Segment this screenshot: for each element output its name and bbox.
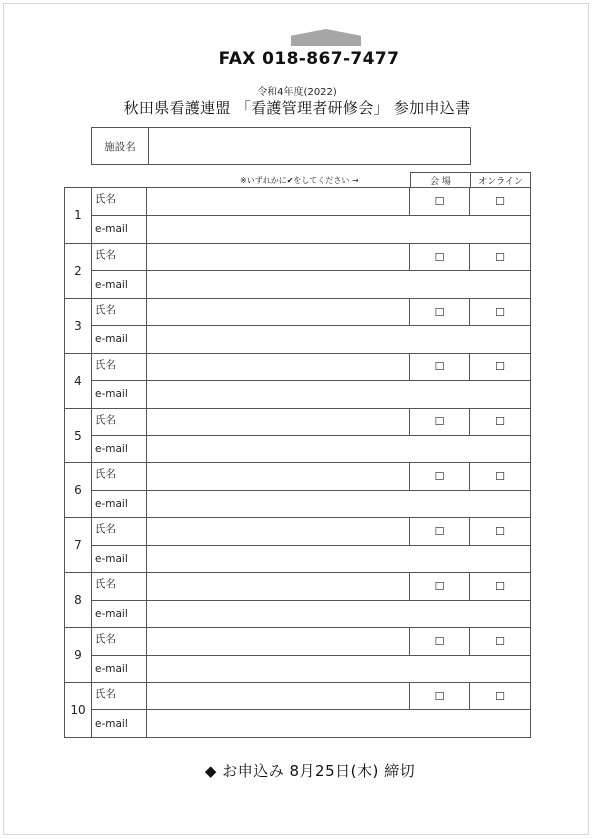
venue-checkbox[interactable]: ☐ xyxy=(410,628,470,654)
email-label: e-mail xyxy=(92,326,147,352)
email-label: e-mail xyxy=(92,710,147,736)
name-label: 氏名 xyxy=(92,518,147,544)
email-label: e-mail xyxy=(92,381,147,407)
entry-number: 1 xyxy=(65,188,92,243)
deadline: ◆ お申込み 8月25日(木) 締切 xyxy=(204,762,416,780)
email-label: e-mail xyxy=(92,546,147,572)
email-label: e-mail xyxy=(92,216,147,243)
email-input[interactable] xyxy=(147,216,530,243)
entry-rows xyxy=(92,188,530,243)
name-input[interactable] xyxy=(147,299,410,325)
name-label: 氏名 xyxy=(92,244,147,270)
name-row xyxy=(92,518,530,545)
name-input[interactable] xyxy=(147,573,410,599)
name-label: 氏名 xyxy=(92,188,147,215)
email-input[interactable] xyxy=(147,326,530,352)
online-checkbox[interactable]: ☐ xyxy=(495,634,505,648)
participant-entry xyxy=(65,572,530,627)
participant-entry xyxy=(65,627,530,682)
entry-rows xyxy=(92,299,530,353)
name-row xyxy=(92,683,530,710)
venue-checkbox[interactable]: ☐ xyxy=(410,299,470,325)
venue-checkbox[interactable]: ☐ xyxy=(410,354,470,380)
email-row xyxy=(92,216,530,243)
participant-entry xyxy=(65,353,530,408)
email-row xyxy=(92,381,530,407)
email-row xyxy=(92,436,530,462)
participant-table xyxy=(64,187,531,738)
venue-checkbox[interactable]: ☐ xyxy=(410,573,470,599)
entry-number: 7 xyxy=(65,518,92,572)
entry-number: 9 xyxy=(65,628,92,682)
email-row xyxy=(92,271,530,297)
entry-number: 2 xyxy=(65,244,92,298)
form-title: 秋田県看護連盟 「看護管理者研修会」 参加申込書 xyxy=(123,99,471,117)
participant-entry xyxy=(65,682,530,737)
entry-rows xyxy=(92,463,530,517)
name-label: 氏名 xyxy=(92,573,147,599)
facility-label: 施設名 xyxy=(92,128,149,164)
email-row xyxy=(92,326,530,352)
name-row xyxy=(92,354,530,381)
email-input[interactable] xyxy=(147,710,530,736)
name-input[interactable] xyxy=(147,188,410,215)
venue-checkbox[interactable]: ☐ xyxy=(410,409,470,435)
email-row xyxy=(92,546,530,572)
name-label: 氏名 xyxy=(92,683,147,709)
email-input[interactable] xyxy=(147,546,530,572)
entry-number: 3 xyxy=(65,299,92,353)
email-label: e-mail xyxy=(92,601,147,627)
name-input[interactable] xyxy=(147,463,410,489)
online-checkbox[interactable]: ☐ xyxy=(495,689,505,703)
email-input[interactable] xyxy=(147,491,530,517)
email-row xyxy=(92,656,530,682)
column-venue: 会 場 xyxy=(410,172,471,187)
participant-entry xyxy=(65,188,530,243)
online-checkbox[interactable]: ☐ xyxy=(495,415,505,429)
entry-number: 6 xyxy=(65,463,92,517)
email-label: e-mail xyxy=(92,436,147,462)
name-input[interactable] xyxy=(147,628,410,654)
column-online: オンライン xyxy=(470,172,531,187)
email-label: e-mail xyxy=(92,271,147,297)
name-row xyxy=(92,188,530,216)
entry-rows xyxy=(92,573,530,627)
entry-number: 4 xyxy=(65,354,92,408)
name-input[interactable] xyxy=(147,409,410,435)
venue-checkbox[interactable]: ☐ xyxy=(410,518,470,544)
online-checkbox[interactable]: ☐ xyxy=(495,360,505,374)
name-label: 氏名 xyxy=(92,409,147,435)
fiscal-year: 令和4年度(2022) xyxy=(257,87,337,98)
entry-number: 5 xyxy=(65,409,92,463)
participant-entry xyxy=(65,243,530,298)
venue-checkbox[interactable]: ☐ xyxy=(410,683,470,709)
name-row xyxy=(92,299,530,326)
name-row xyxy=(92,628,530,655)
email-row xyxy=(92,601,530,627)
participant-entry xyxy=(65,408,530,463)
entry-rows xyxy=(92,518,530,572)
email-input[interactable] xyxy=(147,436,530,462)
email-label: e-mail xyxy=(92,491,147,517)
name-row xyxy=(92,463,530,490)
online-checkbox[interactable]: ☐ xyxy=(495,250,505,264)
participant-entry xyxy=(65,298,530,353)
facility-box xyxy=(91,127,471,165)
name-row xyxy=(92,409,530,436)
name-label: 氏名 xyxy=(92,299,147,325)
participant-entry xyxy=(65,517,530,572)
name-row xyxy=(92,244,530,271)
online-checkbox[interactable]: ☐ xyxy=(495,470,505,484)
name-label: 氏名 xyxy=(92,628,147,654)
email-input[interactable] xyxy=(147,656,530,682)
name-input[interactable] xyxy=(147,518,410,544)
entry-rows xyxy=(92,628,530,682)
venue-checkbox[interactable]: ☐ xyxy=(410,244,470,270)
email-input[interactable] xyxy=(147,601,530,627)
participant-entry xyxy=(65,462,530,517)
name-row xyxy=(92,573,530,600)
entry-rows xyxy=(92,354,530,408)
online-checkbox[interactable]: ☐ xyxy=(495,525,505,539)
email-label: e-mail xyxy=(92,656,147,682)
entry-rows xyxy=(92,683,530,737)
name-label: 氏名 xyxy=(92,354,147,380)
online-checkbox[interactable]: ☐ xyxy=(495,579,505,593)
entry-rows xyxy=(92,244,530,298)
facility-input[interactable] xyxy=(149,128,470,164)
check-instruction: ※いずれかに✔をしてください → xyxy=(240,176,359,185)
email-row xyxy=(92,710,530,736)
entry-number: 10 xyxy=(65,683,92,737)
online-checkbox[interactable]: ☐ xyxy=(495,194,505,208)
entry-rows xyxy=(92,409,530,463)
name-input[interactable] xyxy=(147,683,410,709)
email-input[interactable] xyxy=(147,271,530,297)
name-label: 氏名 xyxy=(92,463,147,489)
entry-number: 8 xyxy=(65,573,92,627)
name-input[interactable] xyxy=(147,244,410,270)
venue-checkbox[interactable]: ☐ xyxy=(410,463,470,489)
online-checkbox[interactable]: ☐ xyxy=(495,305,505,319)
fax-number: FAX 018-867-7477 xyxy=(218,49,400,69)
name-input[interactable] xyxy=(147,354,410,380)
email-row xyxy=(92,491,530,517)
venue-checkbox[interactable]: ☐ xyxy=(410,188,470,215)
email-input[interactable] xyxy=(147,381,530,407)
